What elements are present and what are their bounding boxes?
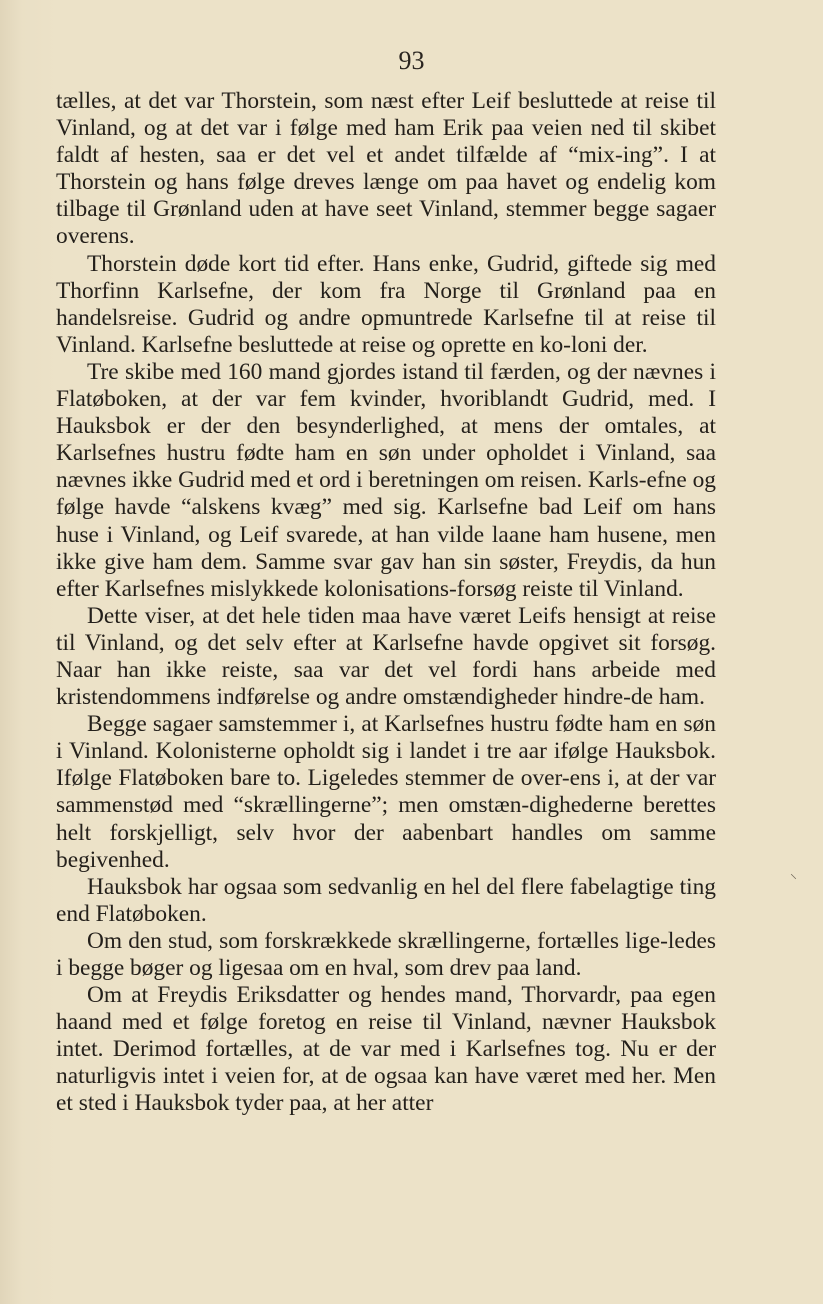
paragraph-8: Om at Freydis Eriksdatter og hendes mand, Thorvardr, paa egen haand med et følge foretog en reise til Vinland, nævner Hauksbok intet. Derimod fortælles, at de var med i Karlsefnes tog. Nu er der naturligvis intet i veien for, at de ogsaa kan have været med her. Men et sted i Hauksbok tyder paa, at her atter [56, 982, 716, 1117]
paragraph-2: Thorstein døde kort tid efter. Hans enke, Gudrid, giftede sig med Thorfinn Karlsefne, der kom fra Norge til Grønland paa en handelsreise. Gudrid og andre opmuntrede Karlsefne til at reise til Vinland. Karlsefne besluttede at reise og oprette en ko-loni der. [56, 250, 716, 358]
paragraph-3: Tre skibe med 160 mand gjordes istand til færden, og der nævnes i Flatøboken, at der var fem kvinder, hvoriblandt Gudrid, med. I Hauksbok er der den besynderlighed, at mens der omtales, at Karlsefnes hustru fødte ham en søn under opholdet i Vinland, saa nævnes ikke Gudrid med et ord i beretningen om reisen. Karls-efne og følge havde “alskens kvæg” med sig. Karlsefne bad Leif om hans huse i Vinland, og Leif svarede, at han vilde laane ham husene, men ikke give ham dem. Samme svar gav han sin søster, Freydis, da hun efter Karlsefnes mislykkede kolonisations-forsøg reiste til Vinland. [56, 358, 716, 602]
paragraph-6: Hauksbok har ogsaa som sedvanlig en hel del flere fabelagtige ting end Flatøboken. [56, 873, 716, 927]
margin-mark-icon: ⸜ [790, 866, 797, 882]
paragraph-7: Om den stud, som forskrækkede skrællingerne, fortælles lige-ledes i begge bøger og ligesaa om en hval, som drev paa land. [56, 927, 716, 981]
paragraph-5: Begge sagaer samstemmer i, at Karlsefnes hustru fødte ham en søn i Vinland. Kolonisterne opholdt sig i landet i tre aar ifølge Hauksbok. Ifølge Flatøboken bare to. Ligeledes stemmer de over-ens i, at der var sammenstød med “skrællingerne”; men omstæn-dighederne berettes helt forskjelligt, selv hvor der aabenbart handles om samme begivenhed. [56, 711, 716, 873]
page-number: 93 [398, 46, 425, 75]
paragraph-4: Dette viser, at det hele tiden maa have været Leifs hensigt at reise til Vinland, og det selv efter at Karlsefne havde opgivet sit forsøg. Naar han ikke reiste, saa var det vel fordi hans arbeide med kristendommens indførelse og andre omstændigheder hindre-de ham. [56, 602, 716, 711]
paragraph-1: tælles, at det var Thorstein, som næst efter Leif besluttede at reise til Vinland, og at det var i følge med ham Erik paa veien ned til skibet faldt af hesten, saa er det vel et andet tilfælde af “mix-ing”. I at Thorstein og hans følge dreves længe om paa havet og endelig kom tilbage til Grønland uden at have seet Vinland, stemmer begge sagaer overens. [56, 88, 716, 250]
body-text [56, 88, 716, 1118]
